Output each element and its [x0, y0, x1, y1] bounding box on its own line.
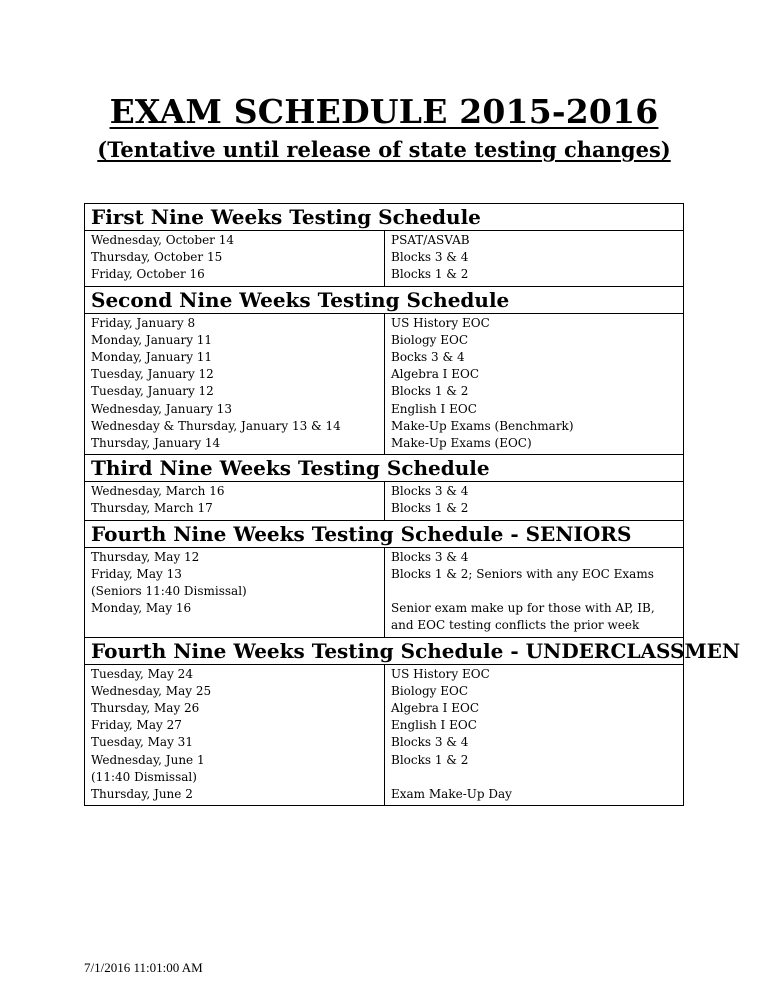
exam-column	[385, 665, 683, 806]
section-rows	[85, 313, 683, 456]
exam-cell: Blocks 3 & 4	[391, 735, 469, 750]
document-timestamp: 7/1/2016 11:01:00 AM	[84, 960, 203, 975]
date-column	[85, 665, 385, 806]
section-heading: First Nine Weeks Testing Schedule	[91, 205, 481, 229]
section-rows	[85, 230, 683, 287]
exam-cell: Algebra I EOC	[391, 701, 480, 716]
exam-cell: Blocks 3 & 4	[391, 250, 469, 265]
exam-column	[385, 548, 683, 637]
date-cell: Wednesday, May 25	[91, 683, 212, 698]
section-heading: Third Nine Weeks Testing Schedule	[91, 456, 490, 481]
date-cell: Friday, May 27	[91, 718, 182, 733]
section-first-nine-weeks	[85, 204, 683, 287]
date-cell: Wednesday, January 13	[91, 401, 232, 416]
date-cell: Wednesday, March 16	[91, 484, 225, 499]
exam-cell: Make-Up Exams (EOC)	[391, 436, 532, 451]
date-cell: Thursday, March 17	[91, 501, 213, 516]
exam-cell: US History EOC	[391, 666, 490, 681]
date-cell: Thursday, October 15	[91, 250, 223, 265]
exam-cell: PSAT/ASVAB	[391, 233, 470, 247]
date-column	[85, 548, 385, 637]
date-cell: (11:40 Dismissal)	[91, 769, 197, 784]
section-fourth-nine-weeks-underclassmen	[85, 638, 741, 806]
exam-cell: Make-Up Exams (Benchmark)	[391, 418, 574, 433]
exam-cell: Biology EOC	[391, 332, 468, 347]
exam-cell: Blocks 1 & 2	[391, 752, 469, 767]
schedule-table	[84, 203, 741, 806]
date-cell: Monday, May 16	[91, 601, 192, 616]
exam-cell: English I EOC	[391, 718, 477, 733]
exam-cell: US History EOC	[391, 315, 490, 330]
date-cell: Wednesday, June 1	[91, 752, 205, 767]
page-subtitle: (Tentative until release of state testing changes)	[97, 137, 671, 162]
exam-cell: Blocks 1 & 2	[391, 501, 469, 516]
exam-cell: Blocks 1 & 2	[391, 267, 469, 282]
date-cell: Thursday, May 26	[91, 701, 200, 716]
date-cell: Tuesday, January 12	[91, 384, 214, 399]
date-cell: Wednesday & Thursday, January 13 & 14	[91, 418, 341, 433]
date-cell: Monday, January 11	[91, 350, 213, 365]
date-cell: Tuesday, January 12	[91, 367, 214, 382]
section-heading: Second Nine Weeks Testing Schedule	[91, 287, 510, 312]
exam-cell: Senior exam make up for those with AP, IB,	[391, 601, 655, 616]
date-cell: Monday, January 11	[91, 332, 213, 347]
date-cell: Friday, May 13	[91, 566, 182, 581]
exam-cell: Blocks 1 & 2	[391, 384, 469, 399]
exam-cell: and EOC testing conflicts the prior week	[391, 618, 640, 633]
page-title: EXAM SCHEDULE 2015-2016	[109, 92, 659, 131]
exam-column	[385, 231, 683, 286]
exam-cell: Bocks 3 & 4	[391, 350, 465, 365]
date-cell: Thursday, January 14	[91, 436, 221, 451]
section-third-nine-weeks	[85, 455, 683, 520]
date-cell: Thursday, May 12	[91, 549, 200, 564]
date-column	[85, 482, 385, 519]
section-fourth-nine-weeks-seniors	[85, 521, 683, 638]
exam-cell: Exam Make-Up Day	[391, 787, 512, 802]
section-rows	[85, 547, 683, 638]
date-cell: (Seniors 11:40 Dismissal)	[91, 584, 247, 599]
exam-cell: Blocks 3 & 4	[391, 549, 469, 564]
date-cell	[91, 617, 378, 634]
date-cell: Friday, January 8	[91, 315, 196, 330]
exam-cell: Algebra I EOC	[391, 367, 480, 382]
exam-cell: Biology EOC	[391, 683, 468, 698]
date-cell: Wednesday, October 14	[91, 233, 234, 247]
date-cell: Thursday, June 2	[91, 787, 193, 802]
date-column	[85, 314, 385, 455]
section-heading: Fourth Nine Weeks Testing Schedule - SENIORS	[91, 521, 632, 546]
section-second-nine-weeks	[85, 287, 683, 456]
date-cell: Tuesday, May 31	[91, 735, 193, 750]
exam-cell	[391, 583, 677, 600]
section-rows	[85, 481, 683, 520]
exam-cell: Blocks 1 & 2; Seniors with any EOC Exams	[391, 566, 654, 581]
date-cell: Tuesday, May 24	[91, 666, 193, 681]
date-column	[85, 231, 385, 286]
section-rows	[85, 664, 683, 806]
exam-column	[385, 482, 683, 519]
exam-cell	[391, 769, 677, 786]
exam-cell: English I EOC	[391, 401, 477, 416]
exam-column	[385, 314, 683, 455]
date-cell: Friday, October 16	[91, 267, 205, 282]
exam-cell: Blocks 3 & 4	[391, 484, 469, 499]
section-heading: Fourth Nine Weeks Testing Schedule - UNDERCLASSMEN	[91, 638, 741, 663]
